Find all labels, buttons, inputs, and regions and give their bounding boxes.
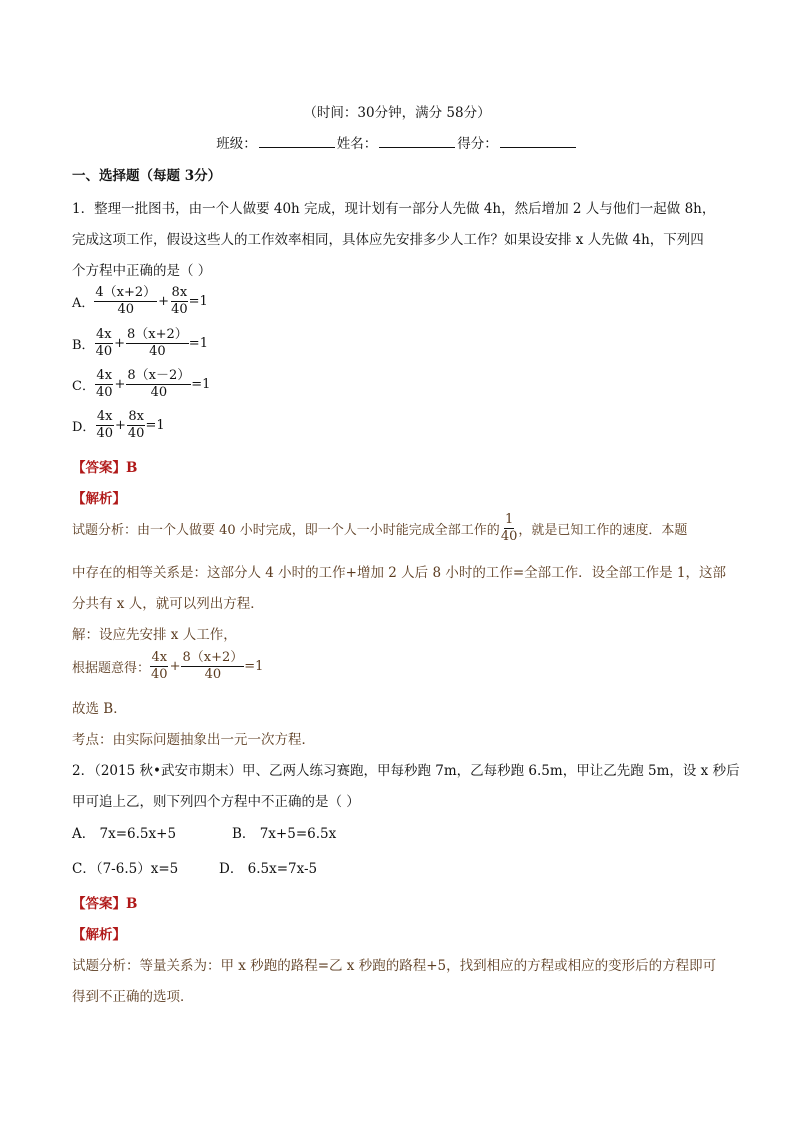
student-info-line bbox=[0, 132, 794, 152]
numerator: 4x bbox=[96, 409, 113, 424]
q2-option-c: C．（7-6.5）x=5 bbox=[72, 861, 179, 877]
fraction bbox=[95, 368, 114, 401]
option-label: C． bbox=[72, 379, 95, 394]
q1-text-line1: 1．整理一批图书，由一个人做要 40h 完成，现计划有一部分人先做 4h，然后增加 2 人与他们一起做 8h， bbox=[72, 201, 716, 217]
numerator: 8x bbox=[128, 409, 144, 424]
equation-rhs: =1 bbox=[191, 377, 211, 392]
plus-sign: + bbox=[114, 336, 126, 351]
denominator: 40 bbox=[117, 302, 135, 317]
q1-analysis-line3: 分共有 x 人，就可以列出方程． bbox=[72, 596, 264, 612]
plus-sign: + bbox=[169, 659, 181, 674]
plus-sign: + bbox=[114, 418, 126, 433]
q2-text-line1: 2．（2015 秋•武安市期末）甲、乙两人练习赛跑，甲每秒跑 7m，乙每秒跑 6.5m，甲让乙先跑 5m，设 x 秒后 bbox=[72, 763, 740, 779]
q2-option-d: D． 6.5x=7x-5 bbox=[219, 861, 318, 877]
equation-rhs: =1 bbox=[188, 294, 208, 309]
denominator: 40 bbox=[500, 529, 518, 544]
q1-analysis-line1 bbox=[72, 512, 687, 545]
q1-option-b bbox=[72, 327, 208, 360]
denominator: 40 bbox=[151, 667, 168, 682]
plus-sign: + bbox=[114, 377, 126, 392]
class-blank[interactable] bbox=[259, 135, 335, 148]
fraction bbox=[94, 285, 157, 318]
name-label: 姓名： bbox=[336, 136, 378, 152]
q2-analysis-line2: 得到不正确的选项． bbox=[72, 989, 194, 1005]
denominator: 40 bbox=[171, 302, 188, 317]
fraction bbox=[95, 409, 114, 442]
denominator: 40 bbox=[150, 385, 168, 400]
denominator: 40 bbox=[95, 385, 113, 400]
denominator: 40 bbox=[127, 426, 145, 441]
numerator: 4x bbox=[96, 327, 112, 342]
numerator: 4x bbox=[151, 650, 168, 665]
q2-option-b: B． 7x+5=6.5x bbox=[232, 826, 337, 842]
numerator: 8（x－2） bbox=[127, 368, 191, 383]
fraction bbox=[126, 327, 189, 360]
fraction bbox=[500, 512, 519, 545]
fraction bbox=[150, 650, 169, 683]
q1-analysis-label: 【解析】 bbox=[72, 491, 126, 507]
q2-option-a: A． 7x=6.5x+5 bbox=[72, 826, 177, 842]
score-blank[interactable] bbox=[500, 135, 576, 148]
q1-kaodian: 考点：由实际问题抽象出一元一次方程． bbox=[72, 732, 315, 748]
q1-text-line2: 完成这项工作，假设这些人的工作效率相同，具体应先安排多少人工作？如果设安排 x 人先做 4h，下列四 bbox=[72, 232, 704, 248]
fraction bbox=[170, 285, 189, 318]
fraction bbox=[95, 327, 114, 360]
q1-option-d bbox=[72, 409, 165, 442]
numerator: 8x bbox=[171, 285, 188, 300]
class-label: 班级： bbox=[216, 136, 257, 152]
analysis-text: 试题分析：由一个人做要 40 小时完成，即一个人一小时能完成全部工作的 bbox=[72, 523, 500, 538]
q2-analysis-line1: 试题分析：等量关系为：甲 x 秒跑的路程=乙 x 秒跑的路程+5，找到相应的方程或相应的变形后的方程即可 bbox=[72, 958, 717, 974]
q1-option-c bbox=[72, 368, 210, 401]
option-label: A． bbox=[72, 296, 95, 311]
q1-option-a bbox=[72, 285, 208, 318]
q2-analysis-label: 【解析】 bbox=[72, 927, 126, 943]
fraction bbox=[126, 368, 191, 401]
equation-rhs: =1 bbox=[188, 336, 208, 351]
q1-text-line3: 个方程中正确的是（ ） bbox=[72, 263, 212, 279]
option-label: B． bbox=[72, 338, 95, 353]
q2-text-line2: 甲可追上乙，则下列四个方程中不正确的是（ ） bbox=[72, 794, 360, 810]
equation-rhs: =1 bbox=[145, 418, 165, 433]
fraction bbox=[127, 409, 146, 442]
equation-rhs: =1 bbox=[244, 659, 264, 674]
score-label: 得分： bbox=[457, 136, 498, 152]
option-label: D． bbox=[72, 420, 96, 435]
section-title: 一、选择题（每题 3分） bbox=[72, 168, 222, 184]
fraction bbox=[181, 650, 244, 683]
q1-analysis-line2: 中存在的相等关系是：这部分人 4 小时的工作+增加 2 人后 8 小时的工作=全部工作．设全部工作是 1，这部 bbox=[72, 565, 727, 581]
q1-choose: 故选 B． bbox=[72, 701, 127, 717]
time-info: （时间：30分钟，满分 58分） bbox=[303, 105, 491, 121]
q1-equation bbox=[72, 650, 263, 683]
denominator: 40 bbox=[95, 344, 113, 359]
analysis-text: ，就是已知工作的速度．本题 bbox=[518, 523, 688, 538]
denominator: 40 bbox=[96, 426, 113, 441]
name-blank[interactable] bbox=[379, 135, 455, 148]
equation-label: 根据题意得： bbox=[72, 661, 151, 676]
numerator: 4x bbox=[96, 368, 113, 383]
numerator: 1 bbox=[504, 512, 514, 527]
denominator: 40 bbox=[204, 667, 222, 682]
plus-sign: + bbox=[158, 294, 170, 309]
numerator: 8（x+2） bbox=[182, 650, 244, 665]
numerator: 8（x+2） bbox=[127, 327, 188, 342]
q1-answer: 【答案】B bbox=[72, 460, 138, 476]
q1-solution: 解：设应先安排 x 人工作， bbox=[72, 627, 237, 643]
q2-answer: 【答案】B bbox=[72, 896, 138, 912]
numerator: 4（x+2） bbox=[95, 285, 157, 300]
denominator: 40 bbox=[149, 344, 166, 359]
